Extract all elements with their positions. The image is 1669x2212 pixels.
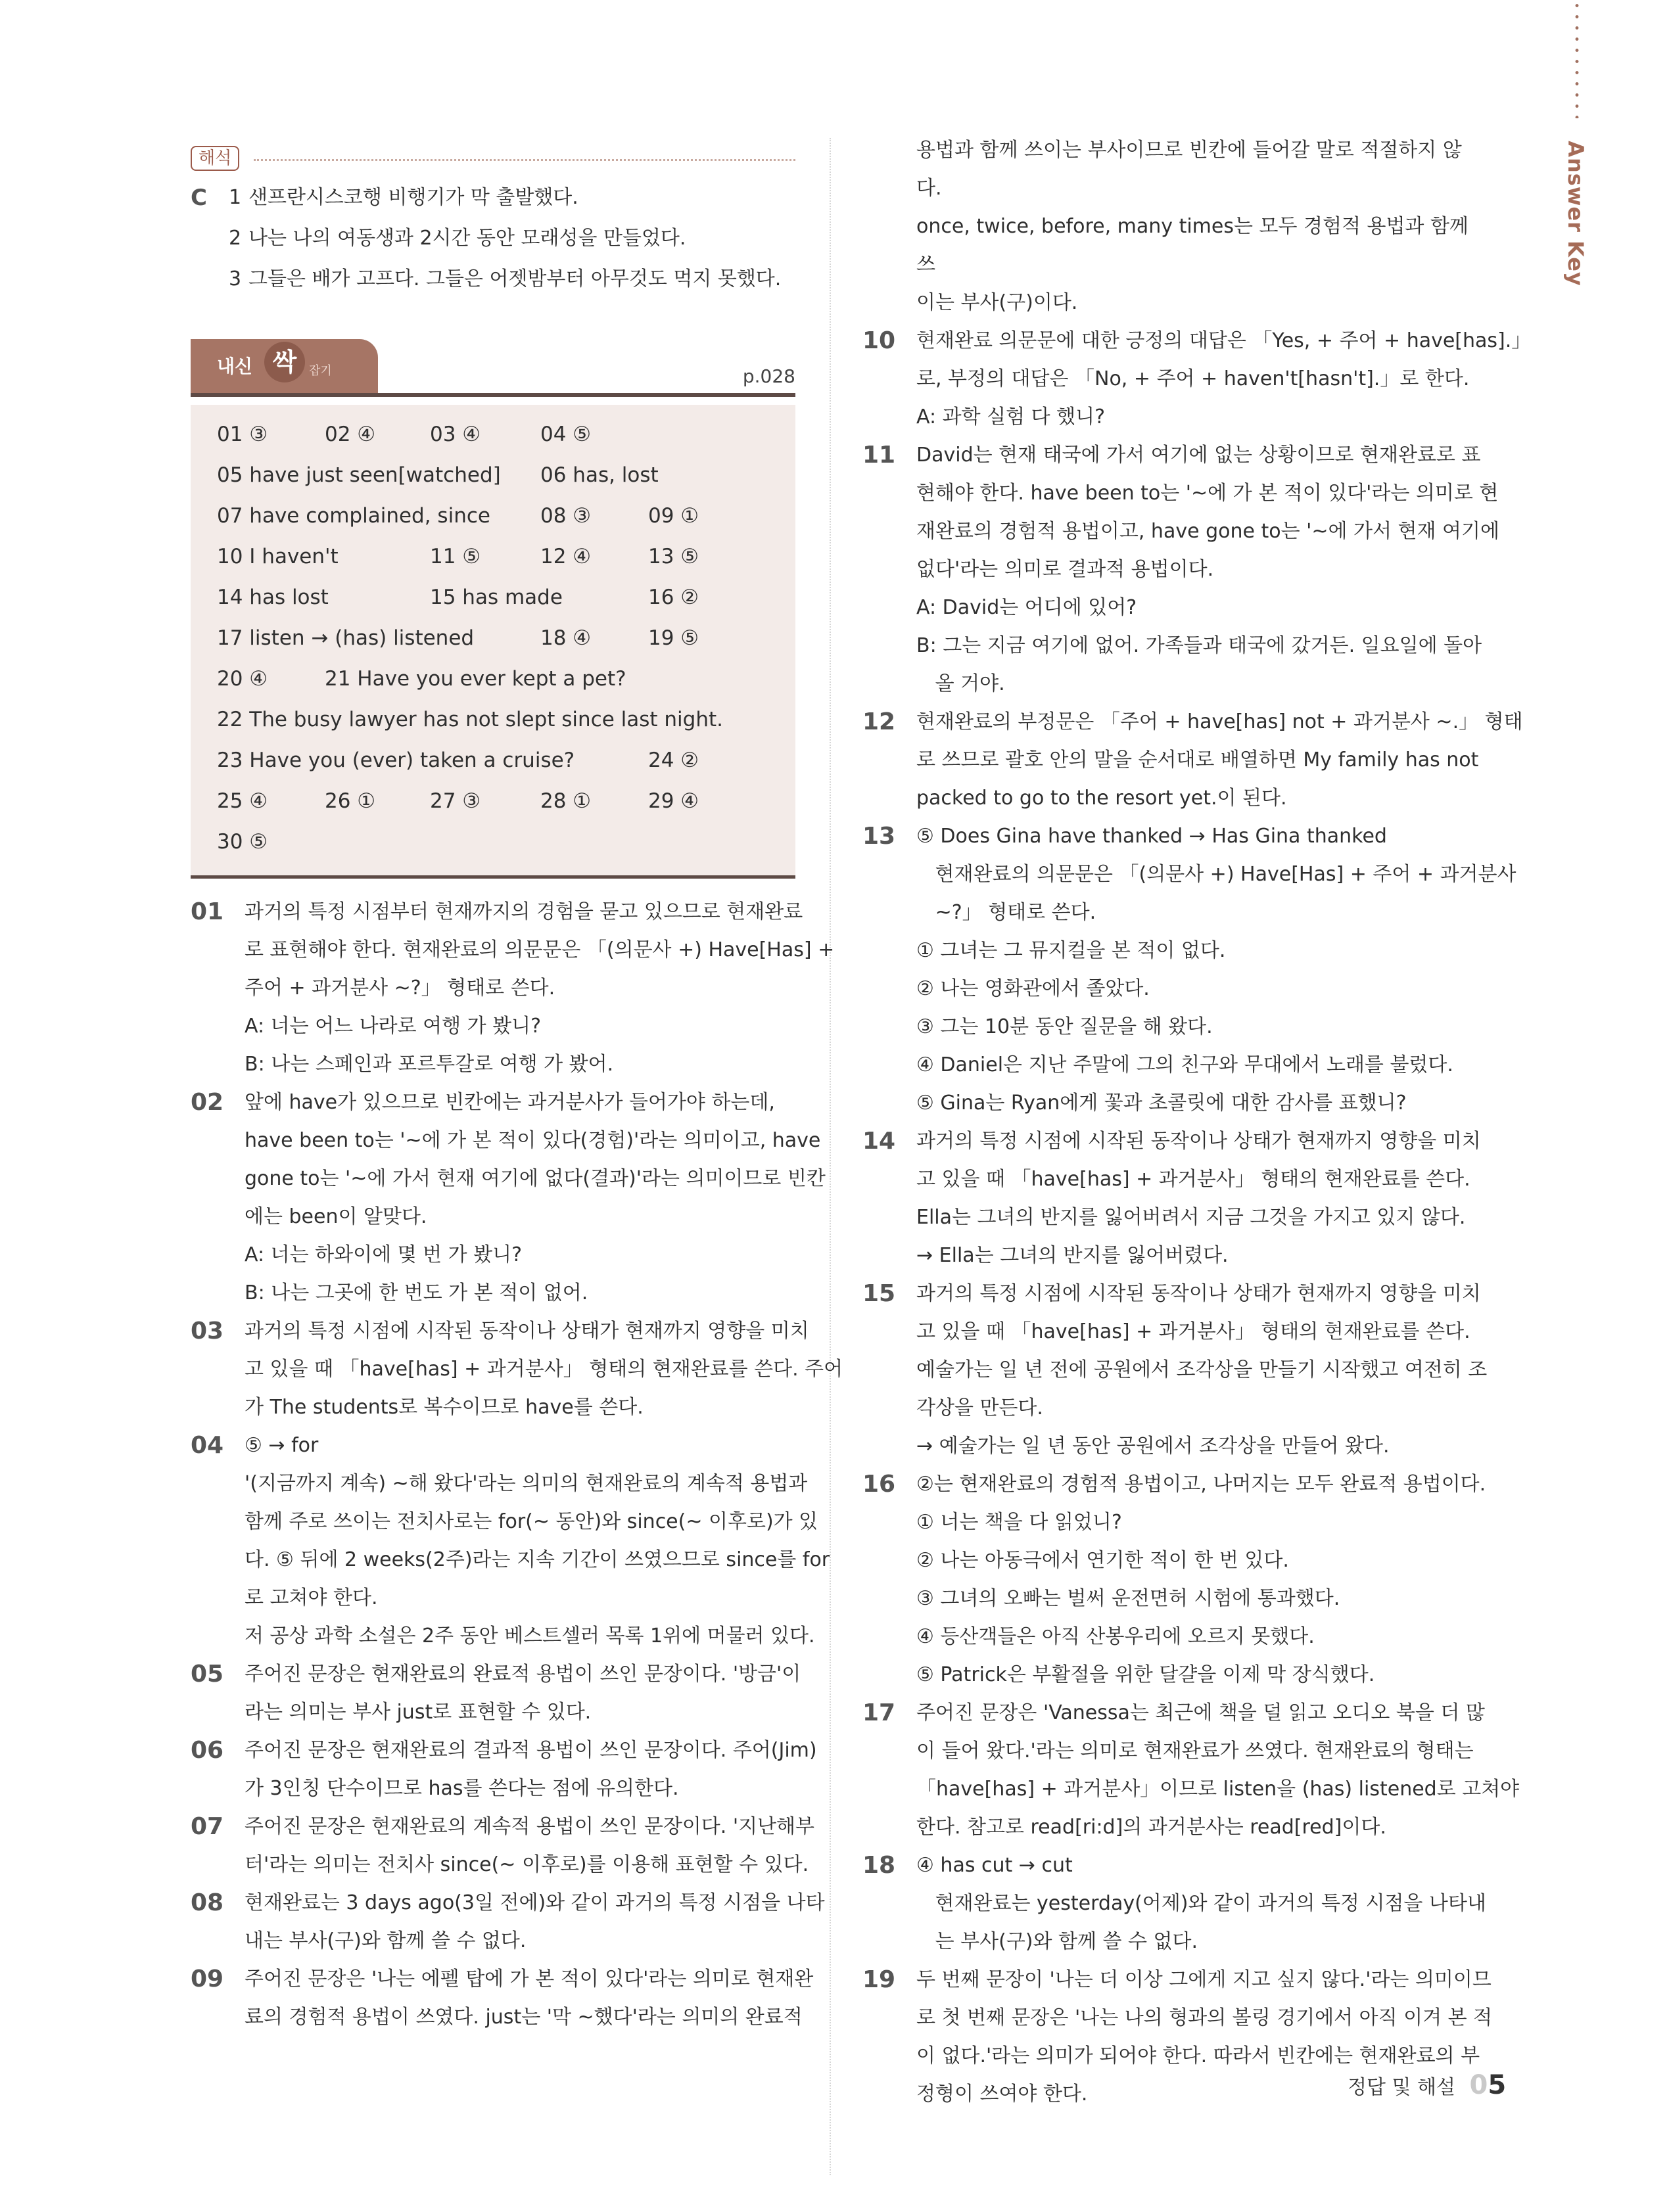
explanation-item (862, 1847, 1486, 1961)
explanation-item (191, 893, 835, 1084)
answer-row (217, 495, 778, 536)
explanation-item (862, 322, 1532, 436)
item-line: 고 있을 때 「have[has] + 과거분사」 형태의 현재완료를 쓴다. (916, 1168, 1470, 1191)
item-line: David는 현재 태국에 가서 여기에 없는 상황이므로 현재완료로 표 (916, 444, 1481, 467)
answer-entry: 03 ④ (430, 423, 481, 446)
item-line: 료의 경험적 용법이 쓰였다. just는 '막 ~했다'라는 의미의 완료적 (245, 2006, 803, 2029)
explanation-item (191, 1960, 814, 2037)
answer-entry: 05 have just seen[watched] (217, 463, 501, 487)
item-body (245, 1084, 826, 1312)
answer-entry: 19 ⑤ (648, 626, 699, 650)
item-line: 고 있을 때 「have[has] + 과거분사」 형태의 현재완료를 쓴다. (916, 1320, 1470, 1343)
item-line: 과거의 특정 시점에 시작된 동작이나 상태가 현재까지 영향을 미치 (245, 1320, 809, 1343)
answer-entry: 30 ⑤ (217, 830, 268, 854)
item-line: 예술가는 일 년 전에 공원에서 조각상을 만들기 시작했고 여전히 조 (916, 1358, 1488, 1381)
item-line: 용법과 함께 쓰이는 부사이므로 빈칸에 들어갈 말로 적절하지 않다. (916, 139, 1462, 200)
explanation-item (191, 1427, 830, 1655)
item-line: 터'라는 의미는 전치사 since(~ 이후로)를 이용해 표현할 수 있다. (245, 1853, 809, 1876)
explanation-item (191, 1884, 825, 1960)
item-number: 05 (191, 1661, 224, 1688)
item-line: packed to go to the resort yet.이 된다. (916, 787, 1287, 810)
item-line: B: 그는 지금 여기에 없어. 가족들과 태국에 갔거든. 일요일에 돌아 (916, 634, 1482, 657)
answer-row (217, 658, 778, 699)
explanation-item (862, 1275, 1488, 1465)
item-line: → Ella는 그녀의 반지를 잃어버렸다. (916, 1244, 1229, 1267)
answer-entry: 08 ③ (540, 504, 592, 528)
answer-entry: 20 ④ (217, 667, 268, 691)
side-dotted-line (1575, 0, 1579, 118)
item-number: 12 (862, 708, 896, 735)
haeseok-line (191, 259, 795, 300)
item-line: 과거의 특정 시점에 시작된 동작이나 상태가 현재까지 영향을 미치 (916, 1282, 1481, 1305)
item-line: 주어진 문장은 '나는 에펠 탑에 가 본 적이 있다'라는 의미로 현재완 (245, 1968, 814, 1991)
item-line: 주어진 문장은 현재완료의 완료적 용법이 쓰인 문장이다. '방금'이 (245, 1663, 801, 1686)
item-line: gone to는 '~에 가서 현재 여기에 없다(결과)'라는 의미이므로 빈칸 (245, 1167, 826, 1190)
answer-entry: 11 ⑤ (430, 545, 481, 568)
item-line: 현재완료는 yesterday(어제)와 같이 과거의 특정 시점을 나타내 (916, 1892, 1486, 1915)
item-line: 이는 부사(구)이다. (916, 291, 1078, 314)
haeseok-c-block (191, 177, 795, 300)
page-number-digit: 5 (1488, 2070, 1507, 2100)
explanation-item (191, 1655, 801, 1732)
item-line: have been to는 '~에 가 본 적이 있다(경험)'라는 의미이고, have (245, 1129, 821, 1152)
column-divider (830, 138, 831, 2175)
answer-entry: 07 have complained, since (217, 504, 490, 528)
item-body (245, 1808, 814, 1884)
item-line: A: 너는 하와이에 몇 번 가 봤니? (245, 1243, 523, 1266)
item-line: 함께 주로 쓰이는 전치사로는 for(~ 동안)와 since(~ 이후로)가 있 (245, 1510, 818, 1533)
right-explanations (862, 322, 1532, 2113)
page-reference: p.028 (742, 365, 795, 387)
answer-row (217, 618, 778, 658)
item-number: 07 (191, 1813, 224, 1840)
right-column (862, 131, 1532, 2113)
item-body (916, 436, 1499, 703)
item-body (916, 1847, 1486, 1961)
side-tab-label: Answer Key (1563, 141, 1588, 287)
item-line: ⑤ Does Gina have thanked → Has Gina thanked (916, 825, 1387, 848)
haeseok-dotted-rule (254, 159, 795, 161)
item-line: B: 나는 스페인과 포르투갈로 여행 가 봤어. (245, 1053, 614, 1076)
item-line: 주어 + 과거분사 ~?」 형태로 쓴다. (245, 977, 555, 1000)
explanation-item (191, 1808, 814, 1884)
item-line: 주어진 문장은 'Vanessa는 최근에 책을 덜 읽고 오디오 북을 더 많 (916, 1701, 1485, 1724)
answer-entry: 29 ④ (648, 789, 699, 813)
item-body (916, 818, 1516, 1122)
answer-entry: 16 ② (648, 586, 699, 609)
item-line: ②는 현재완료의 경험적 용법이고, 나머지는 모두 완료적 용법이다. (916, 1473, 1486, 1496)
item-line: → 예술가는 일 년 동안 공원에서 조각상을 만들어 왔다. (916, 1435, 1390, 1458)
explanation-item (191, 1084, 826, 1312)
explanation-item (862, 1122, 1481, 1275)
page-footer (1348, 2070, 1506, 2100)
line-text: 그들은 배가 고프다. 그들은 어젯밤부터 아무것도 먹지 못했다. (248, 267, 782, 290)
answer-row (217, 536, 778, 577)
item-line: 현재완료는 3 days ago(3일 전에)와 같이 과거의 특정 시점을 나타 (245, 1891, 825, 1914)
explanation-item (191, 1732, 817, 1808)
item-line: '(지금까지 계속) ~해 왔다'라는 의미의 현재완료의 계속적 용법과 (245, 1472, 808, 1495)
answer-entry: 28 ① (540, 789, 592, 813)
item-line: 앞에 have가 있으므로 빈칸에는 과거분사가 들어가야 하는데, (245, 1091, 775, 1114)
answer-entry: 17 listen → (has) listened (217, 626, 475, 650)
item-line: 로 표현해야 한다. 현재완료의 의문문은 「(의문사 +) Have[Has] + (245, 938, 835, 961)
answer-entry: 10 I haven't (217, 545, 339, 568)
line-number: 1 (229, 186, 242, 209)
item-body (916, 703, 1523, 818)
item-number: 04 (191, 1432, 224, 1459)
item-line: 다. ⑤ 뒤에 2 weeks(2주)라는 지속 기간이 쓰였으므로 since를 for (245, 1548, 830, 1571)
naesin-title-emphasis: 싹 (264, 342, 305, 382)
item-line: 가 The students로 복수이므로 have를 쓴다. (245, 1396, 644, 1419)
answer-entry: 23 Have you (ever) taken a cruise? (217, 749, 575, 772)
item-number: 14 (862, 1128, 896, 1155)
item-number: 13 (862, 823, 896, 850)
answer-row (217, 414, 778, 455)
item-line: 로 고쳐야 한다. (245, 1586, 378, 1609)
answer-row (217, 455, 778, 495)
item-line: 라는 의미는 부사 just로 표현할 수 있다. (245, 1701, 592, 1724)
item-line: 주어진 문장은 현재완료의 결과적 용법이 쓰인 문장이다. 주어(Jim) (245, 1739, 817, 1762)
item-line: ④ has cut → cut (916, 1854, 1073, 1877)
line-number: 3 (229, 267, 242, 290)
line-number: 2 (229, 227, 242, 250)
item-number: 11 (862, 442, 896, 469)
item-line: 올 거야. (916, 672, 1005, 695)
answer-entry: 09 ① (648, 504, 699, 528)
item-number: 08 (191, 1889, 224, 1916)
item-line: 과거의 특정 시점부터 현재까지의 경험을 묻고 있으므로 현재완료 (245, 900, 803, 923)
answer-entry: 02 ④ (325, 423, 376, 446)
item-number: 10 (862, 327, 896, 354)
item-body (245, 1732, 817, 1808)
item-line: 「have[has] + 과거분사」이므로 listen을 (has) listened로 고쳐야 (916, 1778, 1520, 1801)
item-line: 두 번째 문장이 '나는 더 이상 그에게 지고 싶지 않다.'라는 의미이므 (916, 1968, 1492, 1991)
answer-entry: 14 has lost (217, 586, 329, 609)
item-line: ③ 그녀의 오빠는 벌써 운전면허 시험에 통과했다. (916, 1587, 1340, 1610)
item-line: ① 너는 책을 다 읽었니? (916, 1511, 1122, 1534)
item-line: ④ 등산객들은 아직 산봉우리에 오르지 못했다. (916, 1625, 1315, 1648)
item-line: 로 쓰므로 괄호 안의 말을 순서대로 배열하면 My family has not (916, 749, 1479, 772)
answer-entry: 18 ④ (540, 626, 592, 650)
answer-entry: 25 ④ (217, 789, 268, 813)
item-line: A: David는 어디에 있어? (916, 596, 1137, 619)
item-body (245, 1427, 830, 1655)
haeseok-tag: 해석 (191, 146, 239, 171)
item-line: 과거의 특정 시점에 시작된 동작이나 상태가 현재까지 영향을 미치 (916, 1130, 1481, 1153)
item-line: Ella는 그녀의 반지를 잃어버려서 지금 그것을 가지고 있지 않다. (916, 1206, 1466, 1229)
item-line: B: 나는 그곳에 한 번도 가 본 적이 없어. (245, 1281, 588, 1304)
item-line: ⑤ → for (245, 1434, 319, 1457)
item-number: 18 (862, 1852, 896, 1879)
item-line: ② 나는 아동극에서 연기한 적이 한 번 있다. (916, 1549, 1289, 1572)
item-number: 01 (191, 898, 224, 925)
item-line: 가 3인칭 단수이므로 has를 쓴다는 점에 유의한다. (245, 1777, 679, 1800)
answer-entry: 12 ④ (540, 545, 592, 568)
explanation-item (862, 818, 1516, 1122)
left-explanations (191, 893, 843, 2037)
answer-entry: 13 ⑤ (648, 545, 699, 568)
item-body (916, 1122, 1481, 1275)
naesin-title: 내신 (217, 356, 253, 377)
item-number: 17 (862, 1699, 896, 1726)
page-number-zero: 0 (1469, 2070, 1488, 2100)
item-line: A: 너는 어느 나라로 여행 가 봤니? (245, 1015, 542, 1038)
explanation-item (191, 1312, 843, 1427)
item-number: 03 (191, 1318, 224, 1345)
naesin-rule (191, 393, 795, 397)
answer-entry: 04 ⑤ (540, 423, 592, 446)
item-line: ④ Daniel은 지난 주말에 그의 친구와 무대에서 노래를 불렀다. (916, 1053, 1453, 1076)
item-line: ② 나는 영화관에서 졸았다. (916, 977, 1150, 1000)
item-line: 이 없다.'라는 의미가 되어야 한다. 따라서 빈칸에는 현재완료의 부 (916, 2044, 1480, 2067)
item-number: 16 (862, 1471, 896, 1498)
answer-entry: 22 The busy lawyer has not slept since last night. (217, 708, 724, 731)
item-line: 현재완료의 의문문은 「(의문사 +) Have[Has] + 주어 + 과거분사 (916, 863, 1516, 886)
item-line: 재완료의 경험적 용법이고, have gone to는 '~에 가서 현재 여기에 (916, 520, 1499, 543)
item-number: 06 (191, 1737, 224, 1764)
answer-row (217, 577, 778, 618)
explanation-item (862, 436, 1499, 703)
section-letter: C (191, 185, 207, 211)
item-body (245, 893, 834, 1084)
item-body (245, 1312, 843, 1427)
item-line: 현해야 한다. have been to는 '~에 가 본 적이 있다'라는 의미로 현 (916, 482, 1499, 505)
item-body (245, 1655, 801, 1732)
explanation-item (862, 1694, 1520, 1847)
item-body (916, 1694, 1519, 1847)
item-line: ① 그녀는 그 뮤지컬을 본 적이 없다. (916, 939, 1226, 962)
continued-explanation (862, 131, 1474, 322)
haeseok-header (191, 143, 795, 172)
answer-entry: 01 ③ (217, 423, 268, 446)
answer-row (217, 821, 778, 862)
naesin-tab (191, 339, 378, 393)
item-line: 주어진 문장은 현재완료의 계속적 용법이 쓰인 문장이다. '지난해부 (245, 1815, 814, 1838)
continued-text (916, 131, 1474, 322)
answer-entry: 26 ① (325, 789, 376, 813)
item-line: 고 있을 때 「have[has] + 과거분사」 형태의 현재완료를 쓴다. 주어 (245, 1358, 843, 1381)
item-body (916, 322, 1531, 436)
item-line: 각상을 만든다. (916, 1396, 1043, 1419)
item-line: ~?」 형태로 쓴다. (916, 901, 1096, 924)
explanation-item (862, 1465, 1486, 1694)
item-body (916, 1465, 1486, 1694)
haeseok-line (191, 177, 795, 218)
item-line: 저 공상 과학 소설은 2주 동안 베스트셀러 목록 1위에 머물러 있다. (245, 1624, 815, 1647)
naesin-header (191, 339, 795, 405)
item-number: 09 (191, 1966, 224, 1993)
answer-box (191, 405, 795, 879)
answer-entry: 06 has, lost (540, 463, 659, 487)
item-line: A: 과학 실험 다 했니? (916, 405, 1106, 428)
item-line: 한다. 참고로 read[ri:d]의 과거분사는 read[red]이다. (916, 1816, 1386, 1839)
line-text: 샌프란시스코행 비행기가 막 출발했다. (248, 186, 578, 209)
item-line: ⑤ Patrick은 부활절을 위한 달걀을 이제 막 장식했다. (916, 1663, 1375, 1686)
item-body (245, 1960, 813, 2037)
explanation-item (862, 703, 1523, 818)
item-number: 19 (862, 1966, 896, 1993)
item-line: 내는 부사(구)와 함께 쓸 수 없다. (245, 1929, 527, 1952)
answer-entry: 24 ② (648, 749, 699, 772)
item-body (916, 1275, 1487, 1465)
answer-row (217, 781, 778, 821)
item-line: ③ 그는 10분 동안 질문을 해 왔다. (916, 1015, 1213, 1038)
item-line: 이 들어 왔다.'라는 의미로 현재완료가 쓰였다. 현재완료의 형태는 (916, 1740, 1474, 1763)
item-line: 현재완료 의문문에 대한 긍정의 대답은 「Yes, + 주어 + have[has].」 (916, 329, 1532, 352)
item-line: 로, 부정의 대답은 「No, + 주어 + haven't[hasn't].」로 한다. (916, 367, 1470, 390)
page-number (1470, 2070, 1507, 2100)
item-number: 02 (191, 1089, 224, 1116)
item-number: 15 (862, 1280, 896, 1307)
haeseok-line (191, 218, 795, 259)
item-line: 정형이 쓰여야 한다. (916, 2083, 1088, 2106)
item-line: 에는 been이 알맞다. (245, 1205, 427, 1228)
line-text: 나는 나의 여동생과 2시간 동안 모래성을 만들었다. (248, 227, 686, 250)
item-line: 로 첫 번째 문장은 '나는 나의 형과의 볼링 경기에서 아직 이겨 본 적 (916, 2006, 1493, 2029)
answer-entry: 15 has made (430, 586, 563, 609)
naesin-title-sub: 잡기 (309, 364, 332, 378)
left-column (191, 143, 843, 2037)
answer-entry: 27 ③ (430, 789, 481, 813)
answer-row (217, 699, 778, 740)
item-line: 현재완료의 부정문은 「주어 + have[has] not + 과거분사 ~.」 형태 (916, 710, 1523, 733)
item-line: 없다'라는 의미로 결과적 용법이다. (916, 558, 1214, 581)
item-line: 는 부사(구)와 함께 쓸 수 없다. (916, 1930, 1198, 1953)
footer-label: 정답 및 해설 (1348, 2076, 1455, 2099)
answer-row (217, 740, 778, 781)
side-tab (1546, 135, 1605, 292)
answer-entry: 21 Have you ever kept a pet? (325, 667, 626, 691)
item-line: ⑤ Gina는 Ryan에게 꽃과 초콜릿에 대한 감사를 표했니? (916, 1092, 1407, 1115)
item-line: once, twice, before, many times는 모두 경험적 용법과 함께 쓰 (916, 215, 1469, 276)
item-body (245, 1884, 825, 1960)
